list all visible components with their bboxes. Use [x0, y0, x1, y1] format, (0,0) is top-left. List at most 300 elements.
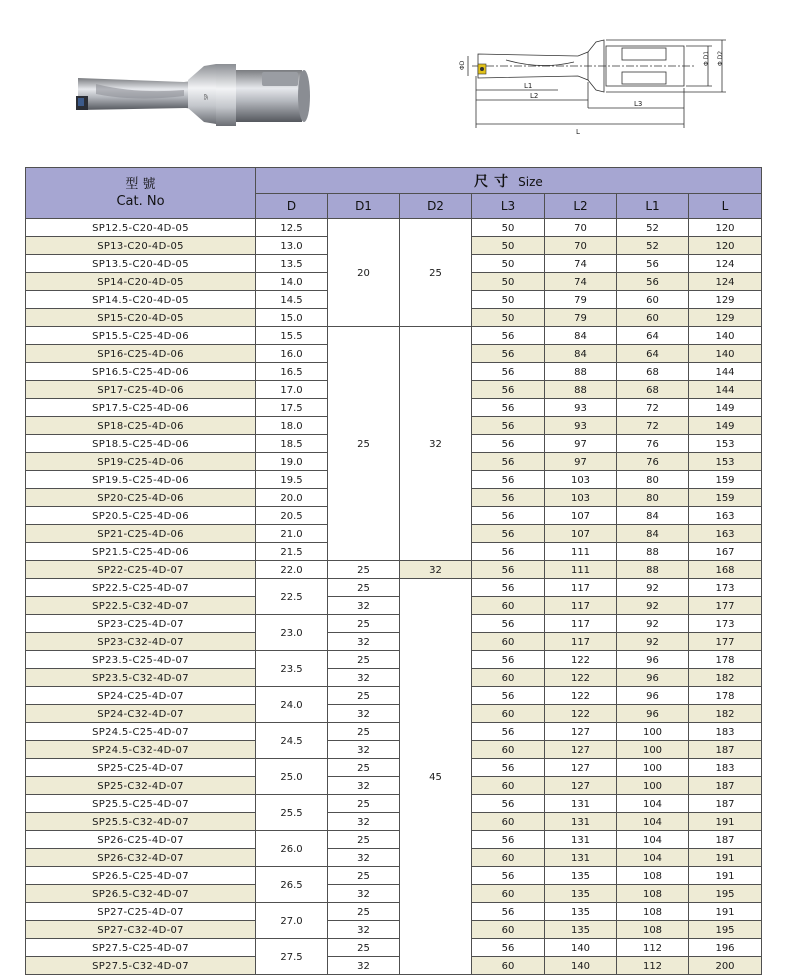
cell-d: 16.5	[256, 363, 328, 381]
cell-l: 129	[689, 309, 762, 327]
cell-l2: 117	[545, 615, 617, 633]
cell-d1: 25	[328, 561, 400, 579]
cell-d1: 25	[328, 759, 400, 777]
cell-l3: 56	[472, 507, 545, 525]
cell-d1: 25	[328, 795, 400, 813]
cell-l2: 117	[545, 633, 617, 651]
cell-l: 195	[689, 921, 762, 939]
cell-d: 22.5	[256, 579, 328, 615]
cell-l2: 107	[545, 507, 617, 525]
cell-d: 18.5	[256, 435, 328, 453]
cell-l: 153	[689, 435, 762, 453]
table-row	[26, 831, 762, 849]
label-d2: Φ D2	[717, 50, 724, 66]
header-size-en: Size	[518, 174, 543, 189]
cell-d: 21.0	[256, 525, 328, 543]
cell-l3: 56	[472, 363, 545, 381]
cell-cat-no: SP17-C25-4D-06	[26, 381, 256, 399]
cell-d2-group: 25	[400, 219, 472, 327]
cell-l: 195	[689, 885, 762, 903]
cell-l2: 127	[545, 777, 617, 795]
header-size-cn: 尺寸	[474, 173, 515, 190]
cell-l2: 122	[545, 669, 617, 687]
header-catalog-number	[26, 168, 256, 219]
cell-l3: 56	[472, 561, 545, 579]
cell-l1: 92	[617, 633, 689, 651]
header-col-l1: L1	[617, 194, 689, 219]
cell-cat-no: SP12.5-C20-4D-05	[26, 219, 256, 237]
label-l1: L1	[524, 82, 533, 90]
cell-l1: 104	[617, 795, 689, 813]
cell-d1: 32	[328, 597, 400, 615]
table-row	[26, 813, 762, 831]
cell-l: 177	[689, 633, 762, 651]
cell-l1: 88	[617, 561, 689, 579]
cell-l3: 56	[472, 327, 545, 345]
cell-cat-no: SP26.5-C32-4D-07	[26, 885, 256, 903]
cell-cat-no: SP14-C20-4D-05	[26, 273, 256, 291]
cell-l2: 140	[545, 939, 617, 957]
cell-d1-group: 20	[328, 219, 400, 327]
cell-l3: 56	[472, 687, 545, 705]
cell-l2: 97	[545, 453, 617, 471]
cell-d: 20.0	[256, 489, 328, 507]
cell-l3: 56	[472, 345, 545, 363]
cell-l1: 76	[617, 435, 689, 453]
cell-cat-no: SP13-C20-4D-05	[26, 237, 256, 255]
cell-l3: 56	[472, 453, 545, 471]
cell-cat-no: SP13.5-C20-4D-05	[26, 255, 256, 273]
label-l3: L3	[634, 100, 643, 108]
cell-l3: 56	[472, 525, 545, 543]
cell-l2: 79	[545, 291, 617, 309]
cell-cat-no: SP26-C32-4D-07	[26, 849, 256, 867]
cell-d1: 25	[328, 939, 400, 957]
cell-l2: 88	[545, 381, 617, 399]
table-row	[26, 597, 762, 615]
table-row	[26, 651, 762, 669]
cell-l: 191	[689, 867, 762, 885]
cell-cat-no: SP20-C25-4D-06	[26, 489, 256, 507]
cell-l3: 60	[472, 633, 545, 651]
cell-l1: 64	[617, 345, 689, 363]
cell-d1: 25	[328, 903, 400, 921]
cell-cat-no: SP25.5-C32-4D-07	[26, 813, 256, 831]
cell-d2-group: 45	[400, 579, 472, 975]
cell-d: 15.0	[256, 309, 328, 327]
cell-l1: 80	[617, 489, 689, 507]
cell-l1: 92	[617, 615, 689, 633]
cell-l3: 56	[472, 471, 545, 489]
table-row	[26, 669, 762, 687]
cell-d: 22.0	[256, 561, 328, 579]
cell-l2: 79	[545, 309, 617, 327]
cell-l2: 127	[545, 741, 617, 759]
cell-l: 173	[689, 579, 762, 597]
table-row	[26, 759, 762, 777]
cell-l2: 135	[545, 921, 617, 939]
cell-l3: 56	[472, 417, 545, 435]
cell-l: 191	[689, 813, 762, 831]
cell-cat-no: SP16-C25-4D-06	[26, 345, 256, 363]
cell-l3: 56	[472, 759, 545, 777]
table-row	[26, 921, 762, 939]
cell-l1: 100	[617, 759, 689, 777]
cell-l3: 50	[472, 309, 545, 327]
table-row	[26, 723, 762, 741]
cell-d1: 32	[328, 741, 400, 759]
cell-cat-no: SP19.5-C25-4D-06	[26, 471, 256, 489]
cell-d: 17.0	[256, 381, 328, 399]
cell-l2: 131	[545, 849, 617, 867]
cell-l1: 96	[617, 669, 689, 687]
cell-l: 149	[689, 399, 762, 417]
cell-d: 19.5	[256, 471, 328, 489]
cell-l2: 140	[545, 957, 617, 975]
cell-l1: 60	[617, 309, 689, 327]
cell-l: 129	[689, 291, 762, 309]
cell-l3: 56	[472, 723, 545, 741]
cell-l2: 111	[545, 543, 617, 561]
header-col-l2: L2	[545, 194, 617, 219]
cell-l2: 135	[545, 867, 617, 885]
cell-l2: 93	[545, 399, 617, 417]
cell-l1: 100	[617, 741, 689, 759]
cell-cat-no: SP15.5-C25-4D-06	[26, 327, 256, 345]
cell-cat-no: SP15-C20-4D-05	[26, 309, 256, 327]
cell-l3: 56	[472, 381, 545, 399]
cell-l: 182	[689, 705, 762, 723]
cell-d: 25.0	[256, 759, 328, 795]
cell-d: 26.0	[256, 831, 328, 867]
cell-cat-no: SP18-C25-4D-06	[26, 417, 256, 435]
cell-cat-no: SP26.5-C25-4D-07	[26, 867, 256, 885]
table-row	[26, 795, 762, 813]
cell-d: 24.0	[256, 687, 328, 723]
table-row	[26, 633, 762, 651]
cell-cat-no: SP23.5-C25-4D-07	[26, 651, 256, 669]
cell-l2: 122	[545, 651, 617, 669]
cell-l: 200	[689, 957, 762, 975]
cell-d1: 32	[328, 885, 400, 903]
cell-d1: 32	[328, 849, 400, 867]
cell-l1: 96	[617, 651, 689, 669]
cell-l: 163	[689, 525, 762, 543]
dimension-drawing	[446, 26, 736, 138]
cell-l1: 52	[617, 219, 689, 237]
cell-l: 163	[689, 507, 762, 525]
cell-cat-no: SP21.5-C25-4D-06	[26, 543, 256, 561]
cell-l2: 84	[545, 327, 617, 345]
cell-l3: 56	[472, 831, 545, 849]
cell-d: 14.0	[256, 273, 328, 291]
cell-l2: 122	[545, 705, 617, 723]
table-row	[26, 777, 762, 795]
cell-l1: 84	[617, 525, 689, 543]
header-col-d2: D2	[400, 194, 472, 219]
cell-l3: 60	[472, 777, 545, 795]
cell-l1: 92	[617, 579, 689, 597]
cell-d1: 32	[328, 957, 400, 975]
label-l: L	[576, 128, 580, 136]
cell-cat-no: SP19-C25-4D-06	[26, 453, 256, 471]
cell-l: 182	[689, 669, 762, 687]
cell-l: 187	[689, 831, 762, 849]
cell-l2: 131	[545, 795, 617, 813]
cell-cat-no: SP18.5-C25-4D-06	[26, 435, 256, 453]
cell-cat-no: SP22.5-C25-4D-07	[26, 579, 256, 597]
table-row	[26, 615, 762, 633]
header-name-en: Cat. No	[116, 194, 165, 209]
cell-l2: 117	[545, 597, 617, 615]
cell-l1: 108	[617, 903, 689, 921]
cell-l: 159	[689, 489, 762, 507]
cell-l: 178	[689, 687, 762, 705]
cell-l3: 56	[472, 615, 545, 633]
cell-l: 183	[689, 723, 762, 741]
cell-cat-no: SP25-C32-4D-07	[26, 777, 256, 795]
cell-l3: 56	[472, 399, 545, 417]
cell-l: 144	[689, 363, 762, 381]
cell-l1: 68	[617, 363, 689, 381]
cell-d: 17.5	[256, 399, 328, 417]
cell-l3: 56	[472, 489, 545, 507]
cell-cat-no: SP26-C25-4D-07	[26, 831, 256, 849]
cell-d1: 25	[328, 723, 400, 741]
cell-l3: 60	[472, 921, 545, 939]
table-row	[26, 741, 762, 759]
cell-l2: 111	[545, 561, 617, 579]
cell-l2: 127	[545, 759, 617, 777]
cell-l2: 74	[545, 273, 617, 291]
header-col-l: L	[689, 194, 762, 219]
cell-l: 196	[689, 939, 762, 957]
cell-l: 124	[689, 273, 762, 291]
cell-l3: 50	[472, 291, 545, 309]
cell-cat-no: SP22-C25-4D-07	[26, 561, 256, 579]
cell-l1: 52	[617, 237, 689, 255]
spec-table	[25, 167, 762, 975]
cell-l1: 96	[617, 705, 689, 723]
cell-l2: 70	[545, 219, 617, 237]
cell-d: 26.5	[256, 867, 328, 903]
cell-l3: 50	[472, 255, 545, 273]
cell-l2: 131	[545, 831, 617, 849]
table-row	[26, 327, 762, 345]
cell-l3: 60	[472, 885, 545, 903]
cell-cat-no: SP23.5-C32-4D-07	[26, 669, 256, 687]
header-col-d: D	[256, 194, 328, 219]
table-row	[26, 219, 762, 237]
cell-l1: 112	[617, 939, 689, 957]
cell-l1: 100	[617, 723, 689, 741]
label-d: ΦD	[459, 60, 466, 70]
cell-cat-no: SP22.5-C32-4D-07	[26, 597, 256, 615]
cell-l3: 60	[472, 957, 545, 975]
cell-l: 178	[689, 651, 762, 669]
cell-l1: 96	[617, 687, 689, 705]
cell-l1: 72	[617, 399, 689, 417]
cell-l2: 88	[545, 363, 617, 381]
cell-l3: 60	[472, 849, 545, 867]
cell-d1: 25	[328, 831, 400, 849]
table-row	[26, 957, 762, 975]
cell-l2: 70	[545, 237, 617, 255]
cell-l2: 117	[545, 579, 617, 597]
cell-l: 173	[689, 615, 762, 633]
cell-l3: 50	[472, 219, 545, 237]
cell-l1: 112	[617, 957, 689, 975]
cell-l3: 50	[472, 273, 545, 291]
cell-l1: 88	[617, 543, 689, 561]
cell-cat-no: SP27.5-C32-4D-07	[26, 957, 256, 975]
cell-l3: 60	[472, 597, 545, 615]
cell-l1: 108	[617, 921, 689, 939]
cell-l2: 103	[545, 489, 617, 507]
cell-l2: 135	[545, 885, 617, 903]
cell-cat-no: SP17.5-C25-4D-06	[26, 399, 256, 417]
cell-d: 12.5	[256, 219, 328, 237]
cell-l: 124	[689, 255, 762, 273]
table-row	[26, 885, 762, 903]
cell-l2: 131	[545, 813, 617, 831]
header-col-l3: L3	[472, 194, 545, 219]
cell-cat-no: SP16.5-C25-4D-06	[26, 363, 256, 381]
cell-d1: 32	[328, 921, 400, 939]
cell-d2-group: 32	[400, 327, 472, 561]
cell-l: 191	[689, 849, 762, 867]
header-name-cn: 型 號	[125, 177, 156, 192]
header-col-d1: D1	[328, 194, 400, 219]
cell-d1: 25	[328, 867, 400, 885]
cell-l3: 60	[472, 669, 545, 687]
cell-l1: 92	[617, 597, 689, 615]
cell-d1: 32	[328, 777, 400, 795]
cell-l3: 56	[472, 795, 545, 813]
cell-l: 120	[689, 219, 762, 237]
table-row	[26, 903, 762, 921]
cell-d1: 25	[328, 579, 400, 597]
cell-d1: 32	[328, 813, 400, 831]
cell-l3: 56	[472, 435, 545, 453]
cell-cat-no: SP23-C32-4D-07	[26, 633, 256, 651]
cell-d: 25.5	[256, 795, 328, 831]
cell-cat-no: SP24-C32-4D-07	[26, 705, 256, 723]
cell-l3: 60	[472, 813, 545, 831]
cell-l2: 93	[545, 417, 617, 435]
cell-d: 13.0	[256, 237, 328, 255]
cell-l: 140	[689, 345, 762, 363]
cell-d: 27.5	[256, 939, 328, 975]
cell-d: 15.5	[256, 327, 328, 345]
cell-d1: 25	[328, 615, 400, 633]
cell-d: 20.5	[256, 507, 328, 525]
cell-d: 27.0	[256, 903, 328, 939]
cell-d1-group: 25	[328, 327, 400, 561]
cell-l: 187	[689, 795, 762, 813]
cell-cat-no: SP27-C32-4D-07	[26, 921, 256, 939]
cell-l3: 56	[472, 939, 545, 957]
cell-l1: 100	[617, 777, 689, 795]
cell-d: 14.5	[256, 291, 328, 309]
table-row	[26, 687, 762, 705]
label-l2: L2	[530, 92, 539, 100]
cell-d: 16.0	[256, 345, 328, 363]
cell-l: 140	[689, 327, 762, 345]
cell-l: 153	[689, 453, 762, 471]
cell-l3: 56	[472, 867, 545, 885]
table-row	[26, 867, 762, 885]
table-row	[26, 849, 762, 867]
cell-l: 187	[689, 777, 762, 795]
cell-l1: 104	[617, 849, 689, 867]
label-d1: Φ D1	[703, 50, 710, 66]
cell-l: 177	[689, 597, 762, 615]
cell-d: 23.0	[256, 615, 328, 651]
cell-l2: 127	[545, 723, 617, 741]
cell-l2: 97	[545, 435, 617, 453]
cell-cat-no: SP24.5-C32-4D-07	[26, 741, 256, 759]
cell-l1: 84	[617, 507, 689, 525]
cell-cat-no: SP24.5-C25-4D-07	[26, 723, 256, 741]
cell-l3: 56	[472, 903, 545, 921]
cell-l: 183	[689, 759, 762, 777]
cell-d1: 25	[328, 651, 400, 669]
cell-l: 159	[689, 471, 762, 489]
cell-l: 168	[689, 561, 762, 579]
cell-l1: 72	[617, 417, 689, 435]
table-row	[26, 561, 762, 579]
cell-d: 18.0	[256, 417, 328, 435]
cell-d1: 32	[328, 633, 400, 651]
cell-l3: 56	[472, 543, 545, 561]
cell-l2: 84	[545, 345, 617, 363]
drill-photo	[76, 60, 314, 132]
cell-l2: 103	[545, 471, 617, 489]
cell-d: 23.5	[256, 651, 328, 687]
cell-l2: 107	[545, 525, 617, 543]
cell-cat-no: SP24-C25-4D-07	[26, 687, 256, 705]
cell-l: 167	[689, 543, 762, 561]
cell-l1: 60	[617, 291, 689, 309]
header-size	[256, 168, 762, 194]
cell-d1: 32	[328, 669, 400, 687]
cell-d: 13.5	[256, 255, 328, 273]
cell-cat-no: SP20.5-C25-4D-06	[26, 507, 256, 525]
cell-cat-no: SP23-C25-4D-07	[26, 615, 256, 633]
cell-l1: 108	[617, 885, 689, 903]
cell-l2: 135	[545, 903, 617, 921]
cell-l1: 108	[617, 867, 689, 885]
cell-l1: 80	[617, 471, 689, 489]
cell-l: 144	[689, 381, 762, 399]
cell-l3: 60	[472, 741, 545, 759]
cell-l1: 56	[617, 273, 689, 291]
cell-l: 149	[689, 417, 762, 435]
cell-l3: 56	[472, 651, 545, 669]
cell-d: 21.5	[256, 543, 328, 561]
cell-d2: 32	[400, 561, 472, 579]
cell-l1: 104	[617, 831, 689, 849]
cell-l: 187	[689, 741, 762, 759]
cell-l3: 50	[472, 237, 545, 255]
cell-d1: 32	[328, 705, 400, 723]
table-row	[26, 939, 762, 957]
cell-l1: 64	[617, 327, 689, 345]
svg-text:SP: SP	[204, 93, 210, 100]
table-row	[26, 705, 762, 723]
cell-l1: 68	[617, 381, 689, 399]
